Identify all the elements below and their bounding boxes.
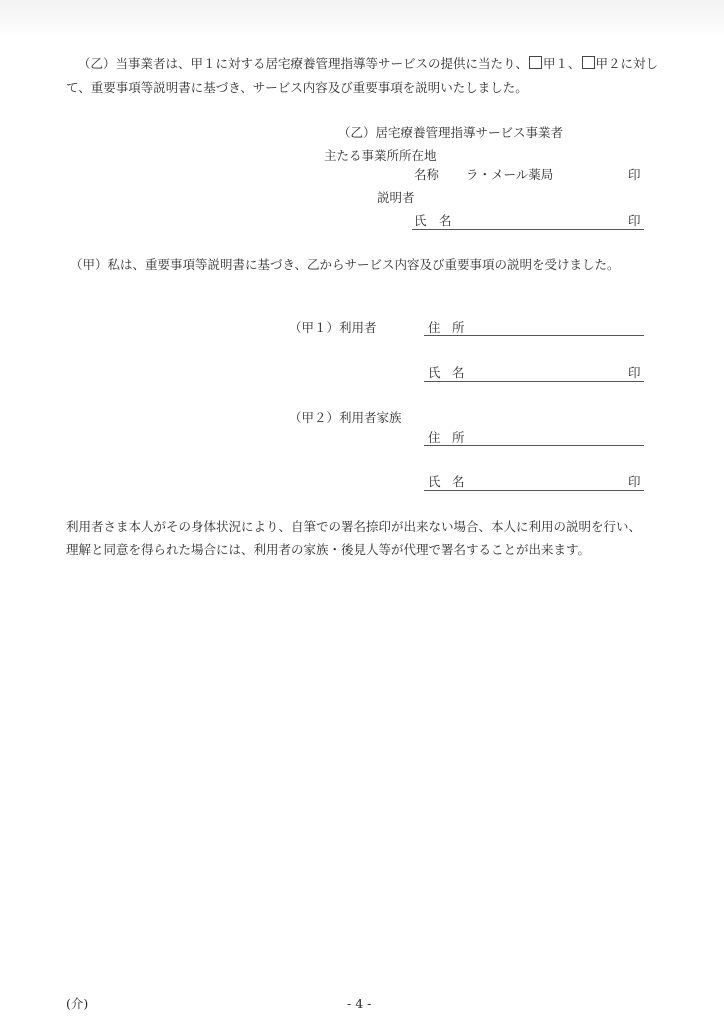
user1-label: （甲１）利用者 xyxy=(289,320,377,335)
user1-name-2: 名 xyxy=(452,365,465,380)
scan-shadow xyxy=(0,0,724,40)
user1-address-line[interactable] xyxy=(424,335,644,336)
user1-name-1: 氏 xyxy=(428,365,441,380)
consent-otsu-line1: （乙）当事業者は、甲１に対する居宅療養管理指導等サービスの提供に当たり、 甲１、 甲２に対し xyxy=(78,56,659,71)
user1-address-2: 所 xyxy=(452,320,465,335)
provider-address-label: 主たる事業所所在地 xyxy=(324,148,437,163)
provider-name-label: 名称 xyxy=(414,167,440,182)
user2-address-line[interactable] xyxy=(424,445,644,446)
provider-name-value: ラ・メール薬局 xyxy=(466,167,554,182)
note-line2: 理解と同意を得られた場合には、利用者の家族・後見人等が代理で署名することが出来ます。 xyxy=(66,542,591,557)
explainer-seal-mark: 印 xyxy=(628,213,641,228)
page-number: - 4 - xyxy=(347,996,372,1011)
consent-otsu-line2: て、重要事項等説明書に基づき、サービス内容及び重要事項を説明いたしました。 xyxy=(66,80,528,95)
explainer-shimei-1: 氏 xyxy=(414,213,427,228)
user1-seal-mark: 印 xyxy=(628,365,641,380)
explainer-label: 説明者 xyxy=(377,190,415,205)
provider-heading: （乙）居宅療養管理指導サービス事業者 xyxy=(338,125,564,140)
user2-seal-mark: 印 xyxy=(628,474,641,489)
checkbox-ko2[interactable] xyxy=(582,56,595,69)
user2-name-1: 氏 xyxy=(428,474,441,489)
user2-label: （甲２）利用者家族 xyxy=(289,410,402,425)
user2-address-2: 所 xyxy=(452,430,465,445)
explainer-shimei-2: 名 xyxy=(439,213,452,228)
user1-name-line[interactable] xyxy=(424,381,644,382)
footer-mark: (介) xyxy=(66,996,89,1011)
consent-ko-text: （甲）私は、重要事項等説明書に基づき、乙からサービス内容及び重要事項の説明を受けました。 xyxy=(70,257,620,272)
provider-seal-mark: 印 xyxy=(628,167,641,182)
user2-name-2: 名 xyxy=(452,474,465,489)
user2-address-1: 住 xyxy=(428,430,441,445)
explainer-signature-line[interactable] xyxy=(412,229,644,230)
user2-name-line[interactable] xyxy=(424,490,644,491)
user1-address-1: 住 xyxy=(428,320,441,335)
note-line1: 利用者さま本人がその身体状況により、自筆での署名捺印が出来ない場合、本人に利用の説明を行い、 xyxy=(66,519,642,534)
checkbox-ko1[interactable] xyxy=(529,56,542,69)
